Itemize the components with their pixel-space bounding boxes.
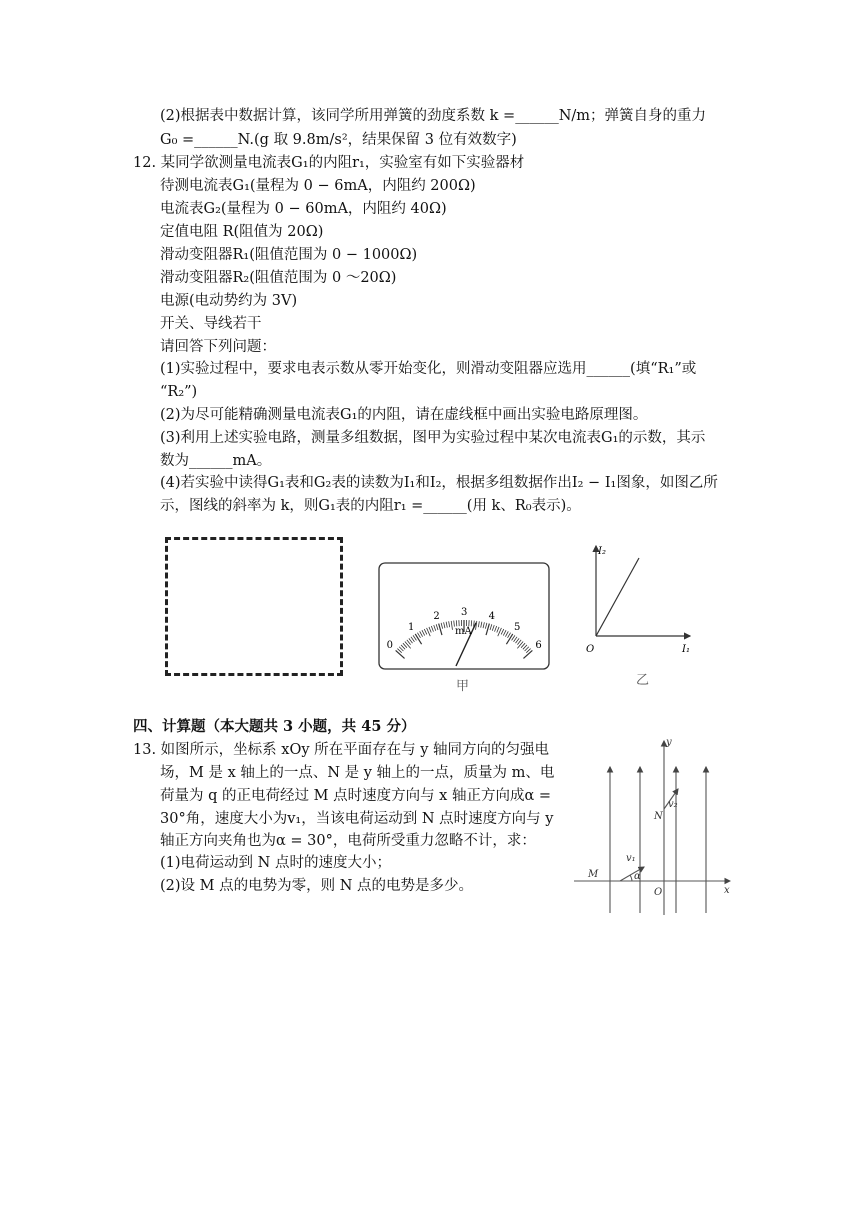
meter-scale-label: 4 bbox=[488, 610, 495, 622]
q12-item: 开关、导线若干 bbox=[160, 316, 262, 332]
v1-label: v₁ bbox=[626, 853, 636, 864]
q12-sub4-line-b: 示，图线的斜率为 k，则G₁表的内阻r₁ =______(用 k、R₀表示)。 bbox=[160, 498, 581, 514]
m-label: M bbox=[588, 869, 599, 880]
q12-item: 定值电阻 R(阻值为 20Ω) bbox=[160, 224, 324, 240]
meter-scale-label: 1 bbox=[408, 622, 415, 634]
graph-line bbox=[596, 558, 639, 636]
q13-line: (2)设 M 点的电势为零，则 N 点的电势是多少。 bbox=[160, 878, 474, 894]
q12-sub3-line-a: (3)利用上述实验电路，测量多组数据，图甲为实验过程中某次电流表G₁的示数，其示 bbox=[160, 430, 706, 446]
meter-unit: mA bbox=[455, 626, 472, 637]
meter-scale-label: 0 bbox=[386, 640, 394, 652]
q13-line: 场，M 是 x 轴上的一点、N 是 y 轴上的一点，质量为 m、电 bbox=[160, 765, 555, 781]
q13-line: 轴正方向夹角也为α = 30°，电荷所受重力忽略不计，求： bbox=[160, 833, 536, 849]
meter-scale-label: 2 bbox=[433, 610, 440, 622]
q13-line: (1)电荷运动到 N 点时的速度大小； bbox=[160, 855, 391, 871]
alpha-label: α bbox=[634, 871, 641, 882]
q12-sub1-line-b: “R₂”) bbox=[160, 384, 198, 400]
q12-stem: 12. 某同学欲测量电流表G₁的内阻r₁，实验室有如下实验器材 bbox=[133, 155, 525, 171]
graph-y-label: I₂ bbox=[598, 546, 606, 557]
q11-line-1: (2)根据表中数据计算，该同学所用弹簧的劲度系数 k =______N/m；弹簧自身的重力 bbox=[160, 108, 707, 124]
meter-scale-label: 3 bbox=[461, 607, 468, 618]
q11-line-2: G₀ =______N.(g 取 9.8m/s²，结果保留 3 位有效数字) bbox=[160, 132, 517, 148]
q12-sub3-line-b: 数为______mA。 bbox=[160, 453, 272, 469]
v2-label: v₂ bbox=[668, 799, 678, 810]
x-label: x bbox=[724, 885, 730, 896]
q12-sub1-line-a: (1)实验过程中，要求电表示数从零开始变化，则滑动变阻器应选用______(填“R₁”或 bbox=[160, 361, 697, 377]
n-label: N bbox=[654, 811, 663, 822]
section-heading: 四、计算题（本大题共 3 小题，共 45 分） bbox=[133, 718, 416, 735]
q12-item: 电流表G₂(量程为 0 − 60mA，内阻约 40Ω) bbox=[160, 201, 447, 217]
q12-item: 滑动变阻器R₁(阻值范围为 0 − 1000Ω) bbox=[160, 247, 418, 263]
graph-origin-label: O bbox=[586, 644, 595, 655]
meter-scale-label: 6 bbox=[535, 640, 542, 652]
answer-dashed-box bbox=[165, 537, 343, 676]
meter-scale-label: 5 bbox=[513, 622, 521, 634]
meter-caption: 甲 bbox=[456, 679, 470, 694]
q13-line: 30°角，速度大小为v₁，当该电荷运动到 N 点时速度方向与 y bbox=[160, 811, 554, 827]
i2-i1-graph bbox=[582, 540, 694, 660]
y-label: y bbox=[666, 737, 672, 748]
q12-item: 待测电流表G₁(量程为 0 − 6mA，内阻约 200Ω) bbox=[160, 178, 476, 194]
o-label: O bbox=[654, 887, 663, 898]
q12-item: 电源(电动势约为 3V) bbox=[160, 293, 298, 309]
electric-field-figure bbox=[570, 735, 734, 917]
q12-sub4-line-a: (4)若实验中读得G₁表和G₂表的读数为I₁和I₂，根据多组数据作出I₂ − I₁图象，如图乙所 bbox=[160, 475, 718, 491]
q12-item: 滑动变阻器R₂(阻值范围为 0 ～20Ω) bbox=[160, 270, 397, 286]
q13-line: 荷量为 q 的正电荷经过 M 点时速度方向与 x 轴正方向成α = bbox=[160, 788, 552, 804]
q12-sub2: (2)为尽可能精确测量电流表G₁的内阻，请在虚线框中画出实验电路原理图。 bbox=[160, 407, 648, 423]
q13-line: 13. 如图所示，坐标系 xOy 所在平面存在与 y 轴同方向的匀强电 bbox=[133, 742, 550, 758]
q12-item: 请回答下列问题： bbox=[160, 339, 276, 355]
ammeter-figure bbox=[378, 562, 550, 670]
graph-x-label: I₁ bbox=[682, 644, 690, 655]
angle-arc bbox=[630, 875, 632, 881]
graph-caption: 乙 bbox=[636, 673, 650, 688]
